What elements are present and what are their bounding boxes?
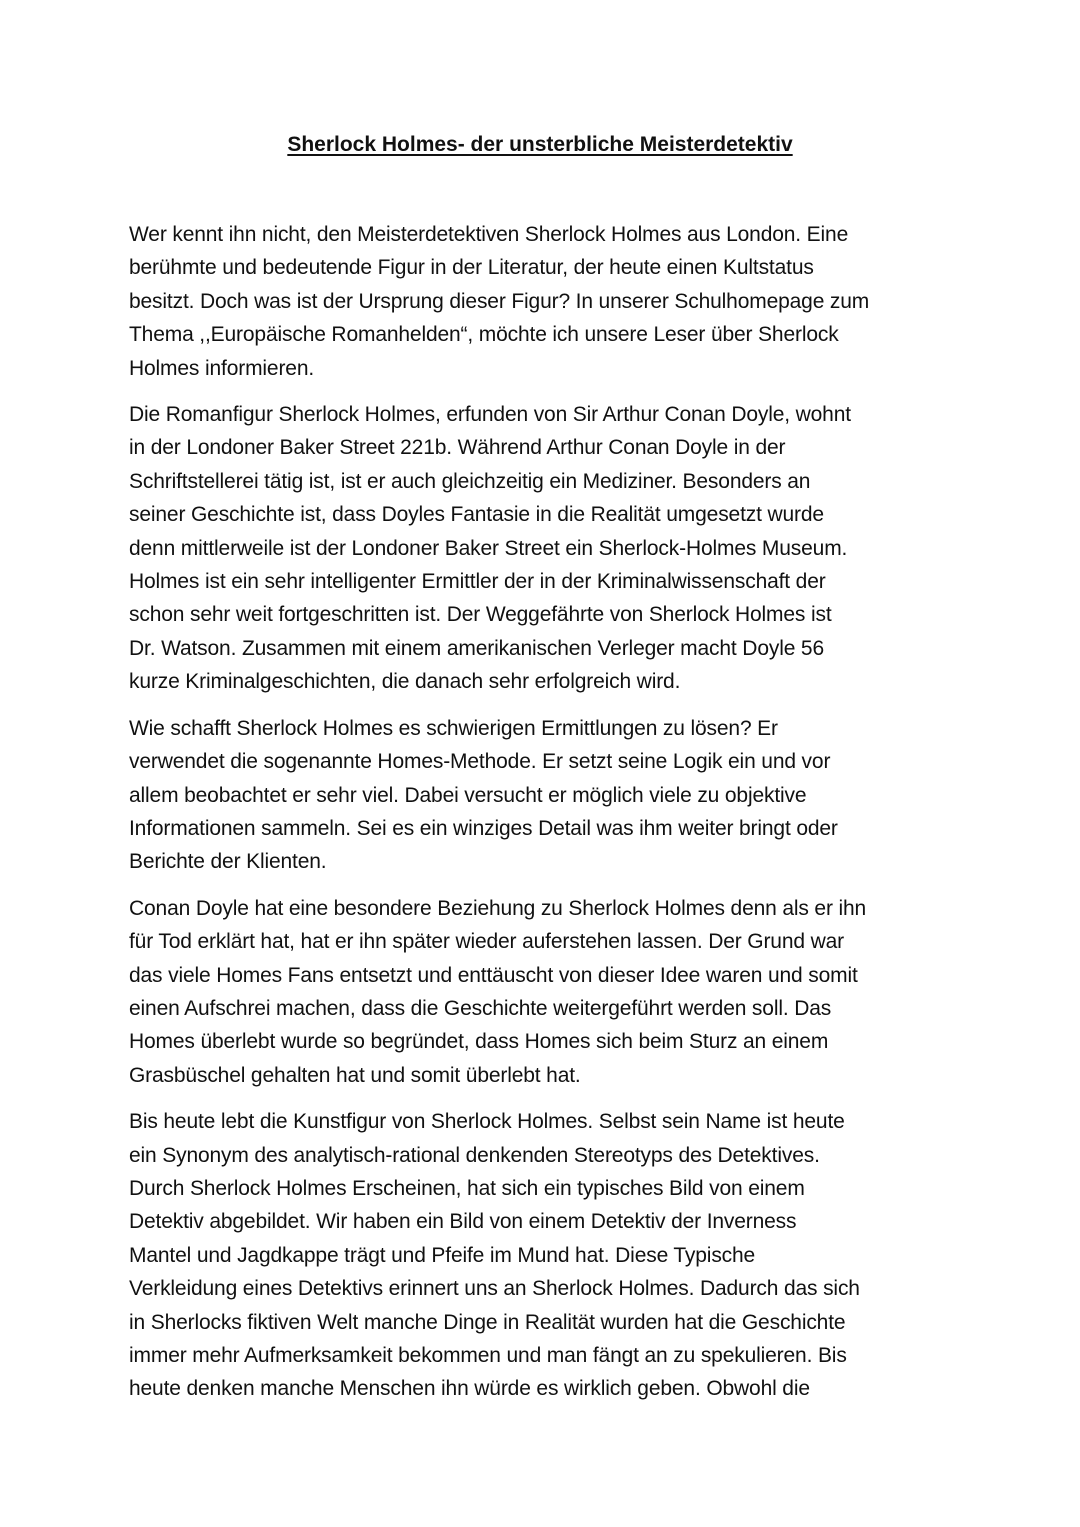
- paragraph-line: Conan Doyle hat eine besondere Beziehung zu Sherlock Holmes denn als er ihn: [129, 896, 867, 920]
- paragraph-line: besitzt. Doch was ist der Ursprung dieser Figur? In unserer Schulhomepage zum: [129, 289, 870, 313]
- paragraph-line: in Sherlocks fiktiven Welt manche Dinge in Realität wurden hat die Geschichte: [129, 1310, 846, 1334]
- paragraph-line: schon sehr weit fortgeschritten ist. Der Weggefährte von Sherlock Holmes ist: [129, 603, 832, 627]
- paragraph-4: [129, 892, 959, 1092]
- paragraph-line: Grasbüschel gehalten hat und somit überlebt hat.: [129, 1063, 581, 1087]
- paragraph-line: Informationen sammeln. Sei es ein winziges Detail was ihm weiter bringt oder: [129, 816, 838, 840]
- paragraph-line: Detektiv abgebildet. Wir haben ein Bild von einem Detektiv der Inverness: [129, 1210, 797, 1234]
- paragraph-line: Durch Sherlock Holmes Erscheinen, hat sich ein typisches Bild von einem: [129, 1176, 805, 1200]
- paragraph-line: heute denken manche Menschen ihn würde es wirklich geben. Obwohl die: [129, 1377, 810, 1401]
- document-title: Sherlock Holmes- der unsterbliche Meisterdetektiv: [287, 133, 793, 156]
- paragraph-line: Verkleidung eines Detektivs erinnert uns an Sherlock Holmes. Dadurch das sich: [129, 1277, 860, 1301]
- document-body: [129, 218, 959, 1419]
- paragraph-line: das viele Homes Fans entsetzt und enttäuscht von dieser Idee waren und somit: [129, 963, 858, 987]
- paragraph-line: Schriftstellerei tätig ist, ist er auch gleichzeitig ein Mediziner. Besonders an: [129, 469, 811, 493]
- paragraph-line: Holmes ist ein sehr intelligenter Ermittler der in der Kriminalwissenschaft der: [129, 570, 826, 594]
- paragraph-line: einen Aufschrei machen, dass die Geschichte weitergeführt werden soll. Das: [129, 996, 832, 1020]
- paragraph-5: [129, 1105, 959, 1406]
- paragraph-1: [129, 218, 959, 385]
- paragraph-line: Mantel und Jagdkappe trägt und Pfeife im Mund hat. Diese Typische: [129, 1243, 756, 1267]
- paragraph-line: Berichte der Klienten.: [129, 850, 327, 874]
- paragraph-line: allem beobachtet er sehr viel. Dabei versucht er möglich viele zu objektive: [129, 783, 807, 807]
- paragraph-line: immer mehr Aufmerksamkeit bekommen und man fängt an zu spekulieren. Bis: [129, 1344, 847, 1367]
- paragraph-line: Holmes informieren.: [129, 356, 315, 380]
- paragraph-2: [129, 398, 959, 699]
- paragraph-line: Die Romanfigur Sherlock Holmes, erfunden von Sir Arthur Conan Doyle, wohnt: [129, 403, 851, 427]
- paragraph-line: für Tod erklärt hat, hat er ihn später wieder auferstehen lassen. Der Grund war: [129, 930, 844, 954]
- paragraph-line: seiner Geschichte ist, dass Doyles Fantasie in die Realität umgesetzt wurde: [129, 503, 824, 527]
- paragraph-line: Homes überlebt wurde so begründet, dass Homes sich beim Sturz an einem: [129, 1030, 829, 1054]
- paragraph-line: Bis heute lebt die Kunstfigur von Sherlock Holmes. Selbst sein Name ist heute: [129, 1110, 845, 1134]
- paragraph-line: Wer kennt ihn nicht, den Meisterdetektiven Sherlock Holmes aus London. Eine: [129, 223, 849, 246]
- paragraph-line: berühmte und bedeutende Figur in der Literatur, der heute einen Kultstatus: [129, 256, 814, 280]
- paragraph-3: [129, 712, 959, 879]
- paragraph-line: Thema ,,Europäische Romanhelden“, möchte ich unsere Leser über Sherlock: [129, 323, 839, 347]
- paragraph-line: Dr. Watson. Zusammen mit einem amerikanischen Verleger macht Doyle 56: [129, 636, 824, 660]
- paragraph-line: verwendet die sogenannte Homes-Methode. Er setzt seine Logik ein und vor: [129, 750, 831, 774]
- paragraph-line: kurze Kriminalgeschichten, die danach sehr erfolgreich wird.: [129, 670, 681, 694]
- paragraph-line: denn mittlerweile ist der Londoner Baker Street ein Sherlock-Holmes Museum.: [129, 536, 848, 560]
- paragraph-line: in der Londoner Baker Street 221b. Während Arthur Conan Doyle in der: [129, 436, 786, 460]
- paragraph-line: Wie schafft Sherlock Holmes es schwierigen Ermittlungen zu lösen? Er: [129, 716, 778, 740]
- paragraph-line: ein Synonym des analytisch-rational denkenden Stereotyps des Detektives.: [129, 1143, 820, 1167]
